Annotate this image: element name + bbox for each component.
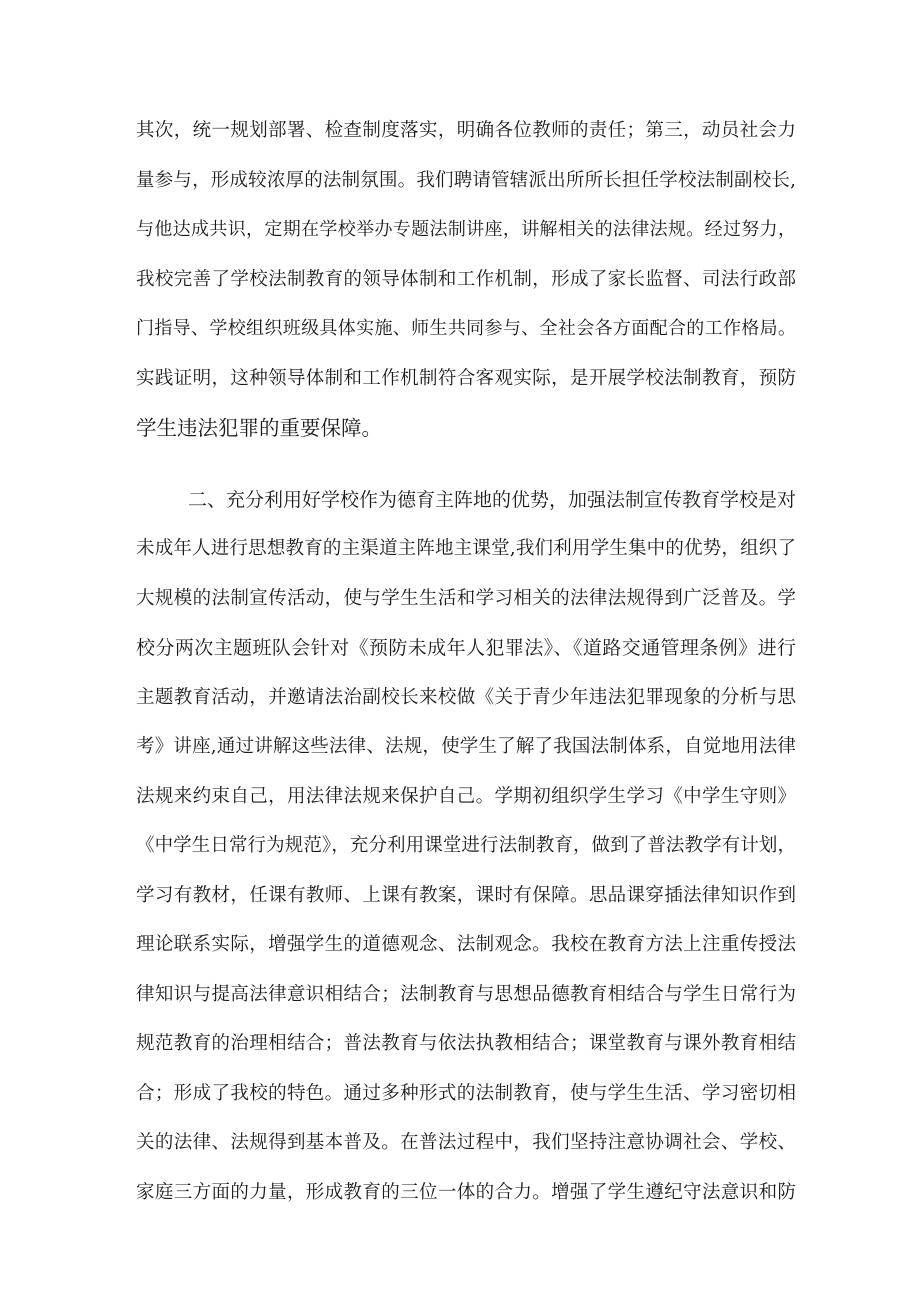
paragraph-legal-education-section <box>136 482 796 1225</box>
text-line: 主题教育活动，并邀请法治副校长来校做《关于青少年违法犯罪现象的分析与思 <box>136 686 796 708</box>
text-line: 其次，统一规划部署、检查制度落实，明确各位教师的责任；第三，动员社会力 <box>136 120 796 141</box>
text-line: 与他达成共识，定期在学校举办专题法制讲座，讲解相关的法律法规。经过努力， <box>136 219 796 240</box>
text-line: 理论联系实际，增强学生的道德观念、法制观念。我校在教育方法上注重传授法 <box>136 934 796 955</box>
text-line: 未成年人进行思想教育的主渠道主阵地主课堂,我们利用学生集中的优势，组织了 <box>136 538 796 559</box>
text-line: 《中学生日常行为规范》，充分利用课堂进行法制教育，做到了普法教学有计划， <box>136 835 796 856</box>
text-line: 关的法律、法规得到基本普及。在普法过程中，我们坚持注意协调社会、学校、 <box>136 1132 796 1153</box>
text-line: 大规模的法制宣传活动，使与学生生活和学习相关的法律法规得到广泛普及。学 <box>136 587 796 609</box>
text-line: 实践证明，这种领导体制和工作机制符合客观实际，是开展学校法制教育，预防 <box>136 367 796 389</box>
section-heading-line: 二、充分利用好学校作为德育主阵地的优势，加强法制宣传教育学校是对 <box>188 488 797 511</box>
paragraph-gap <box>136 460 796 482</box>
text-line: 量参与，形成较浓厚的法制氛围。我们聘请管辖派出所所长担任学校法制副校长, <box>136 169 796 191</box>
text-line: 学习有教材，任课有教师、上课有教案，课时有保障。思品课穿插法律知识作到 <box>136 884 796 906</box>
text-line: 合；形成了我校的特色。通过多种形式的法制教育，使与学生生活、学习密切相 <box>136 1082 796 1104</box>
text-line: 规范教育的治理相结合；普法教育与依法执教相结合；课堂教育与课外教育相结 <box>136 1033 796 1054</box>
text-line: 法规来约束自己，用法律法规来保护自己。学期初组织学生学习《中学生守则》 <box>136 785 796 807</box>
text-line: 律知识与提高法律意识相结合；法制教育与思想品德教育相结合与学生日常行为 <box>136 983 796 1005</box>
text-line: 门指导、学校组织班级具体实施、师生共同参与、全社会各方面配合的工作格局。 <box>136 318 796 339</box>
document-body <box>136 113 796 1224</box>
paragraph-leadership-system <box>136 113 796 460</box>
text-line: 校分两次主题班队会针对《预防未成年人犯罪法》、《道路交通管理条例》进行 <box>136 637 796 659</box>
text-line: 考》讲座,通过讲解这些法律、法规，使学生了解了我国法制体系，自觉地用法律 <box>136 736 796 757</box>
text-line: 家庭三方面的力量，形成教育的三位一体的合力。增强了学生遵纪守法意识和防 <box>136 1181 796 1203</box>
text-line: 学生违法犯罪的重要保障。 <box>136 416 382 440</box>
text-line: 我校完善了学校法制教育的领导体制和工作机制，形成了家长监督、司法行政部 <box>136 268 796 290</box>
